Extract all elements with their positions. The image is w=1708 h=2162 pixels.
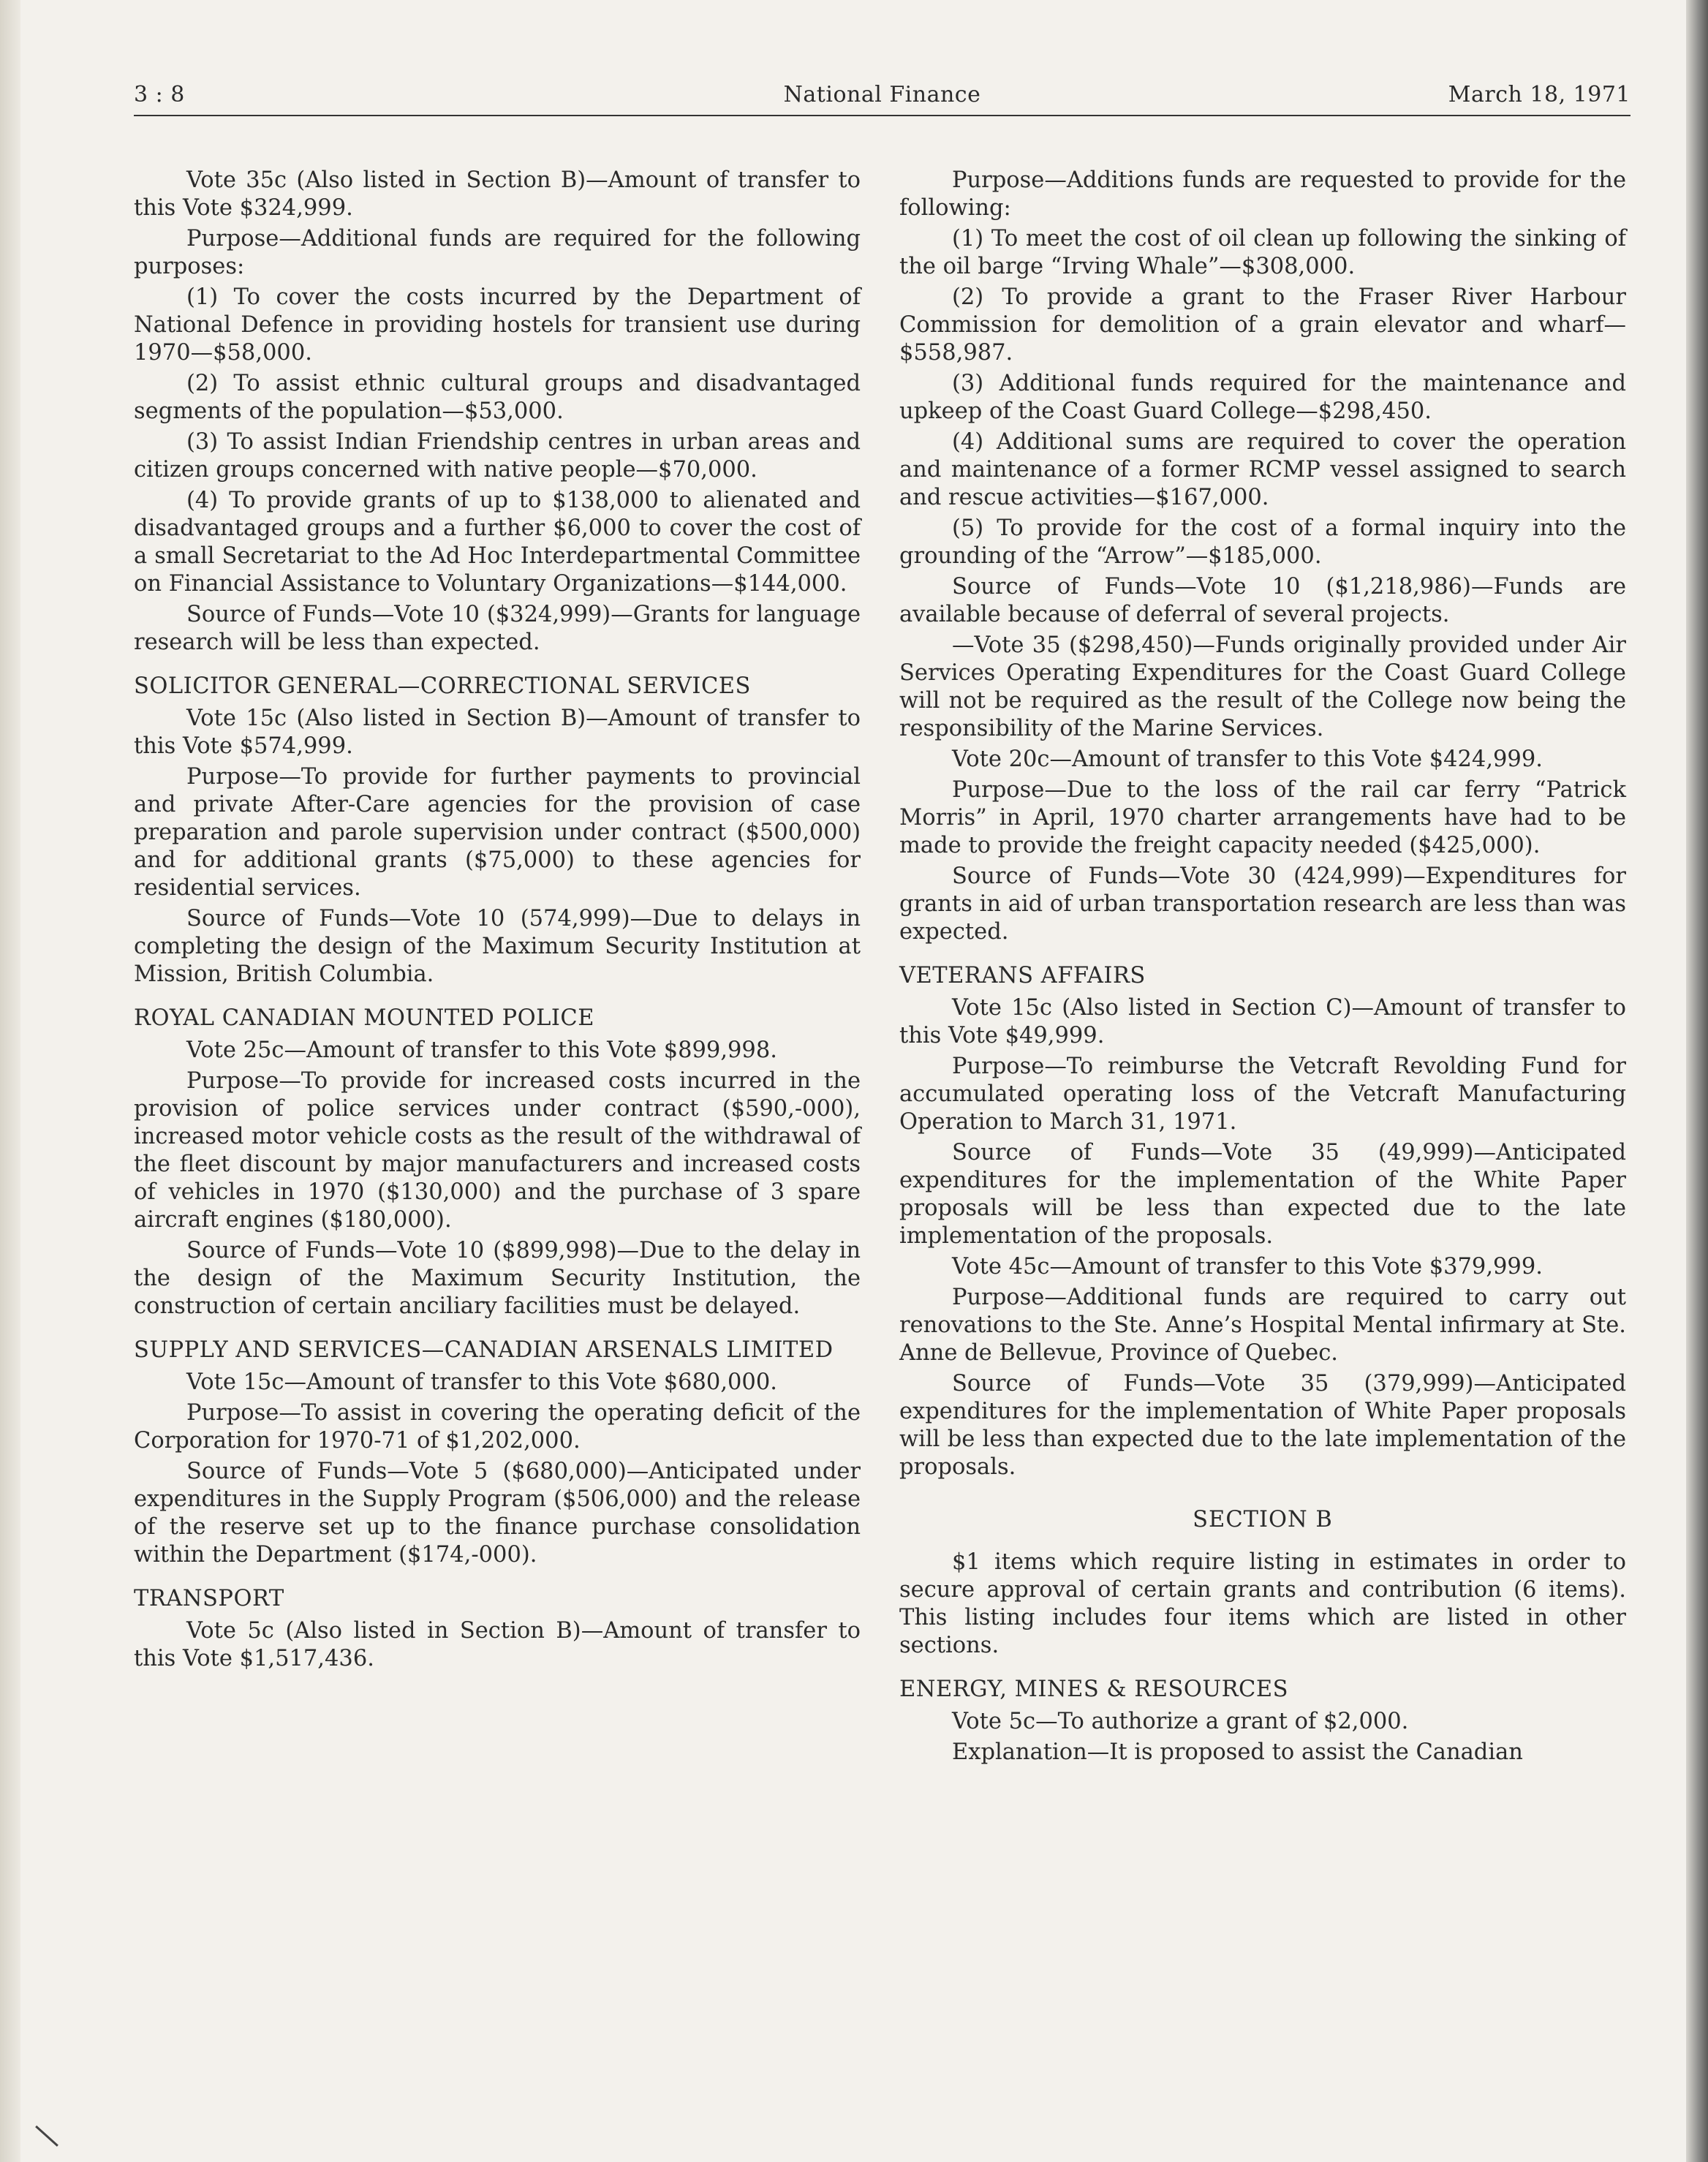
running-header (134, 82, 1630, 116)
paragraph: —Vote 35 ($298,450)—Funds originally provided under Air Services Operating Expenditures for the Coast Guard College will not be required as the result of the College now being the responsibility of the Marine Services. (899, 632, 1626, 741)
section-heading: ENERGY, MINES & RESOURCES (899, 1677, 1289, 1702)
paragraph: Vote 25c—Amount of transfer to this Vote $899,998. (186, 1037, 777, 1063)
paragraph: (2) To provide a grant to the Fraser River Harbour Commission for demolition of a grain elevator and wharf—$558,987. (899, 284, 1626, 366)
paragraph: Purpose—To provide for increased costs incurred in the provision of police services under contract ($590,-000), increased motor vehicle costs as the result of the withdrawal of the fleet discount by major manufacturers and increased costs of vehicles in 1970 ($130,000) and the purchase of 3 spare aircraft engines ($180,000). (134, 1068, 861, 1233)
paragraph: Purpose—Due to the loss of the rail car ferry “Patrick Morris” in April, 1970 charter arrangements have had to be made to provide the freight capacity needed ($425,000). (899, 777, 1626, 858)
paragraph: Vote 15c (Also listed in Section C)—Amount of transfer to this Vote $49,999. (899, 995, 1626, 1048)
paragraph: Purpose—To reimburse the Vetcraft Revolding Fund for accumulated operating loss of the Vetcraft Manufacturing Operation to March 31, 1971. (899, 1054, 1626, 1135)
paragraph: Source of Funds—Vote 10 ($899,998)—Due to the delay in the design of the Maximum Security Institution, the construction of certain anciliary facilities must be delayed. (134, 1238, 861, 1319)
publication-title: National Finance (783, 82, 981, 107)
paragraph: Vote 45c—Amount of transfer to this Vote $379,999. (952, 1254, 1543, 1280)
paragraph: Source of Funds—Vote 5 ($680,000)—Anticipated under expenditures in the Supply Program ($506,000) and the release of the reserve set up to the finance purchase consolidation within the Department ($174,-000). (134, 1459, 861, 1568)
paragraph: Vote 15c (Also listed in Section B)—Amount of transfer to this Vote $574,999. (134, 706, 861, 759)
page-edge-left (0, 0, 20, 2162)
paragraph: Source of Funds—Vote 35 (379,999)—Anticipated expenditures for the implementation of White Paper proposals will be less than expected due to the late implementation of the proposals. (899, 1371, 1626, 1480)
paragraph: Vote 5c (Also listed in Section B)—Amount of transfer to this Vote $1,517,436. (134, 1618, 861, 1671)
header-rule (134, 115, 1630, 116)
paragraph: (5) To provide for the cost of a formal inquiry into the grounding of the “Arrow”—$185,000. (899, 515, 1626, 569)
paragraph: Purpose—To provide for further payments to provincial and private After-Care agencies for the provision of case preparation and parole supervision under contract ($500,000) and for additional grants ($75,000) to these agencies for residential services. (134, 764, 861, 901)
paragraph: Purpose—Additional funds are required to carry out renovations to the Ste. Anne’s Hospital Mental infirmary at Ste. Anne de Bellevue, Province of Quebec. (899, 1285, 1626, 1366)
paragraph: (4) To provide grants of up to $138,000 to alienated and disadvantaged groups and a further $6,000 to cover the cost of a small Secretariat to the Ad Hoc Interdepartmental Committee on Financial Assistance to Voluntary Organizations—$144,000. (134, 488, 861, 597)
section-heading: SOLICITOR GENERAL—CORRECTIONAL SERVICES (134, 673, 751, 699)
section-heading: TRANSPORT (134, 1586, 284, 1611)
paragraph: $1 items which require listing in estimates in order to secure approval of certain grants and contribution (6 items). This listing includes four items which are listed in other sections. (899, 1549, 1626, 1658)
paragraph: Explanation—It is proposed to assist the Canadian (952, 1739, 1523, 1765)
page-number: 3 : 8 (134, 82, 185, 107)
paragraph: (1) To meet the cost of oil clean up following the sinking of the oil barge “Irving Whale”—$308,000. (899, 226, 1626, 279)
left-column (134, 167, 861, 1676)
paragraph: (3) Additional funds required for the maintenance and upkeep of the Coast Guard College—$298,450. (899, 371, 1626, 424)
paragraph: Vote 35c (Also listed in Section B)—Amount of transfer to this Vote $324,999. (134, 167, 861, 221)
paragraph: Source of Funds—Vote 10 (574,999)—Due to delays in completing the design of the Maximum Security Institution at Mission, British Columbia. (134, 906, 861, 987)
section-heading: VETERANS AFFAIRS (899, 963, 1146, 989)
paragraph: Source of Funds—Vote 35 (49,999)—Anticipated expenditures for the implementation of the White Paper proposals will be less than expected due to the late implementation of the proposals. (899, 1140, 1626, 1249)
binding-shadow (1686, 0, 1708, 2162)
section-heading: SUPPLY AND SERVICES—CANADIAN ARSENALS LIMITED (134, 1337, 834, 1363)
section-heading: ROYAL CANADIAN MOUNTED POLICE (134, 1005, 595, 1031)
paragraph: Vote 15c—Amount of transfer to this Vote $680,000. (186, 1369, 777, 1395)
paragraph: (4) Additional sums are required to cover the operation and maintenance of a former RCMP vessel assigned to search and rescue activities—$167,000. (899, 429, 1626, 510)
paragraph: (2) To assist ethnic cultural groups and disadvantaged segments of the population—$53,000. (134, 371, 861, 424)
paragraph: Purpose—Additional funds are required for the following purposes: (134, 226, 861, 279)
paragraph: Purpose—To assist in covering the operating deficit of the Corporation for 1970-71 of $1,202,000. (134, 1400, 861, 1454)
paragraph: (3) To assist Indian Friendship centres in urban areas and citizen groups concerned with native people—$70,000. (134, 429, 861, 483)
section-title: SECTION B (1193, 1507, 1333, 1532)
right-column (899, 167, 1626, 1769)
paragraph: Source of Funds—Vote 10 ($1,218,986)—Funds are available because of deferral of several projects. (899, 574, 1626, 627)
paragraph: Source of Funds—Vote 30 (424,999)—Expenditures for grants in aid of urban transportation research are less than was expected. (899, 863, 1626, 945)
paragraph: Source of Funds—Vote 10 ($324,999)—Grants for language research will be less than expected. (134, 602, 861, 655)
paragraph: Vote 20c—Amount of transfer to this Vote $424,999. (952, 747, 1543, 772)
paragraph: Vote 5c—To authorize a grant of $2,000. (952, 1709, 1409, 1734)
issue-date: March 18, 1971 (1448, 82, 1630, 107)
paragraph: (1) To cover the costs incurred by the Department of National Defence in providing hostels for transient use during 1970—$58,000. (134, 284, 861, 366)
paragraph: Purpose—Additions funds are requested to provide for the following: (899, 167, 1626, 221)
